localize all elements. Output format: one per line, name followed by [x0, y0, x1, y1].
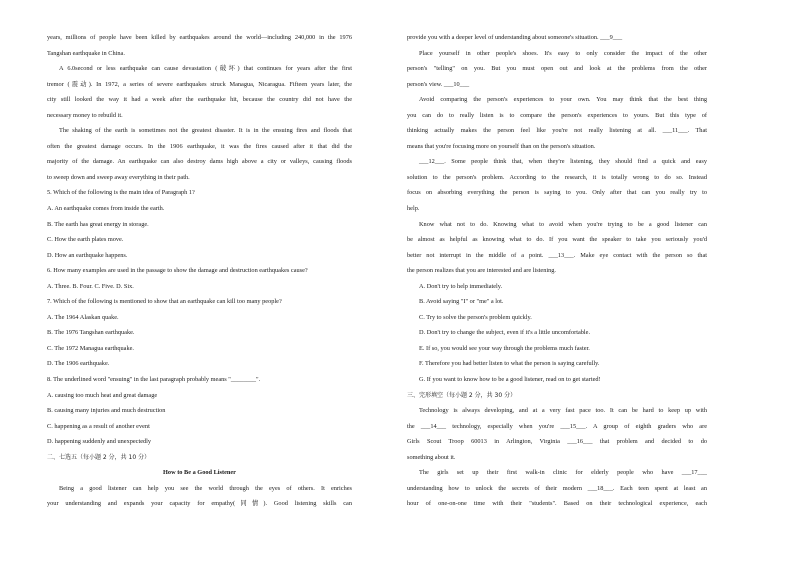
right-text-line: hour of one-on-one time with their "students". Based on their technological experience, each: [407, 500, 707, 508]
right-text-line: B. Avoid saying "I" or "me" a lot.: [419, 298, 504, 306]
right-text-line: Know what not to do. Knowing what to avoid when you're trying to be a good listener can: [419, 220, 707, 228]
right-text-line: Place yourself in other people's shoes. It's easy to only consider the impact of the other: [419, 49, 707, 57]
left-text-line: B. The earth has great energy in storage.: [47, 220, 149, 228]
left-text-line: B. causing many injuries and much destruction: [47, 407, 166, 415]
left-text-line: tremor (震动). In 1972, a series of severe earthquakes struck Managua, Nicaragua. Fifteen years later, the: [47, 80, 352, 88]
left-text-line: C. The 1972 Managua earthquake.: [47, 344, 134, 352]
right-text-line: focus on absorbing everything the person is saying to you. Only after that can you really try to: [407, 189, 707, 197]
left-text-line: A. An earthquake comes from inside the earth.: [47, 205, 165, 213]
left-text-line: city still looked the way it had a week after the earthquake hit, because the country did not have the: [47, 96, 352, 104]
left-text-line: 6. How many examples are used in the passage to show the damage and destruction earthquakes cause?: [47, 267, 308, 275]
left-text-line: to sweep down and sweep away everything in their path.: [47, 173, 190, 181]
right-text-line: the person realizes that you are interested and are listening.: [407, 267, 556, 275]
right-text-line: The girls set up their first walk-in clinic for elderly people who have ___17___: [419, 469, 707, 477]
left-text-line: D. How an earthquake happens.: [47, 251, 128, 259]
left-text-line: 二、七选五（每小题 2 分，共 10 分）: [47, 453, 151, 461]
left-column: [47, 30, 352, 512]
right-text-line: person's "telling" on you. But you must open out and look at the problems from the other: [407, 65, 707, 73]
left-text-line: A. causing too much heat and great damage: [47, 391, 158, 399]
right-text-line: means that you're focusing more on yourself than on the person's situation.: [407, 142, 596, 150]
right-text-line: Avoid comparing the person's experiences to your own. You may think that the best thing: [419, 96, 707, 104]
right-text-line: G. If you want to know how to be a good listener, read on to get started!: [419, 376, 601, 384]
left-text-line: necessary money to rebuild it.: [47, 111, 123, 119]
right-text-line: be almost as helpful as knowing what to do. If you want the speaker to take you seriously you'd: [407, 236, 707, 244]
right-text-line: person's view. ___10___: [407, 80, 470, 88]
right-text-line: ___12___. Some people think that, when they're listening, they should find a quick and easy: [419, 158, 707, 166]
left-text-line: B. The 1976 Tangshan earthquake.: [47, 329, 135, 337]
left-text-line: D. The 1906 earthquake.: [47, 360, 110, 368]
right-text-line: C. Try to solve the person's problem quickly.: [419, 313, 532, 321]
left-text-line: D. happening suddenly and unexpectedly: [47, 438, 152, 446]
right-text-line: thinking actually makes the person feel like you're not really listening at all. ___11___. That: [407, 127, 707, 135]
right-text-line: Technology is always developing, and at a very fast pace too. It can be hard to keep up with: [419, 407, 707, 415]
right-text-line: something about it.: [407, 453, 456, 461]
left-text-line: 8. The underlined word "ensuing" in the last paragraph probably means "________".: [47, 376, 261, 384]
left-text-line: How to Be a Good Listener: [163, 469, 236, 477]
right-column: [407, 30, 707, 512]
left-text-line: The shaking of the earth is sometimes not the greatest disaster. It is in the ensuing fires and floods that: [59, 127, 352, 135]
left-text-line: A. Three. B. Four. C. Five. D. Six.: [47, 282, 134, 290]
right-text-line: F. Therefore you had better listen to what the person is saying carefully.: [419, 360, 600, 368]
left-text-line: often the greatest damage occurs. In the 1906 earthquake, it was the fires caused after it that did the: [47, 142, 352, 150]
left-text-line: C. happening as a result of another event: [47, 422, 150, 430]
left-text-line: 5. Which of the following is the main idea of Paragraph 1?: [47, 189, 195, 197]
right-text-line: Girls Scout Troop 60013 in Arlington, Virginia ___16___ that problem and decided to do: [407, 438, 707, 446]
right-text-line: understanding how to unlock the secrets of their modern ___18___. Each teen spent at least an: [407, 484, 707, 492]
right-text-line: D. Don't try to change the subject, even if it's a little uncomfortable.: [419, 329, 591, 337]
right-text-line: the ___14___ technology, especially when you're ___15___. A group of eighth graders who are: [407, 422, 707, 430]
right-text-line: you can do to really listen is to compare the person's experiences to yours. But this type of: [407, 111, 707, 119]
left-text-line: A 6.0second or less earthquake can cause devastation (破坏) that continues for years after the first: [59, 65, 352, 73]
right-text-line: better not interrupt in the middle of a point. ___13___. Make eye contact with the person so that: [407, 251, 707, 259]
right-text-line: E. If so, you would see your way through the problems much faster.: [419, 344, 590, 352]
left-text-line: Being a good listener can help you see the world through the eyes of others. It enriches: [59, 484, 352, 492]
left-text-line: your understanding and expands your capacity for empathy(同情). Good listening skills can: [47, 500, 352, 508]
right-text-line: A. Don't try to help immediately.: [419, 282, 503, 290]
right-text-line: 三、完形填空（每小题 2 分，共 30 分）: [407, 391, 517, 399]
right-text-line: provide you with a deeper level of understanding about someone's situation. ___9___: [407, 34, 623, 41]
left-text-line: Tangshan earthquake in China.: [47, 49, 125, 57]
right-text-line: solution to the person's problem. According to the research, it is totally wrong to do so. Instead: [407, 173, 707, 181]
left-text-line: majority of the damage. An earthquake can also destroy dams high above a city or valleys, causing floods: [47, 158, 352, 166]
left-text-line: 7. Which of the following is mentioned to show that an earthquake can kill too many people?: [47, 298, 282, 306]
left-text-line: A. The 1964 Alaskan quake.: [47, 313, 119, 321]
left-text-line: years, millions of people have been killed by earthquakes around the world—including 240,000 in the 1976: [47, 34, 352, 41]
left-text-line: C. How the earth plates move.: [47, 236, 124, 244]
right-text-line: help.: [407, 205, 420, 213]
